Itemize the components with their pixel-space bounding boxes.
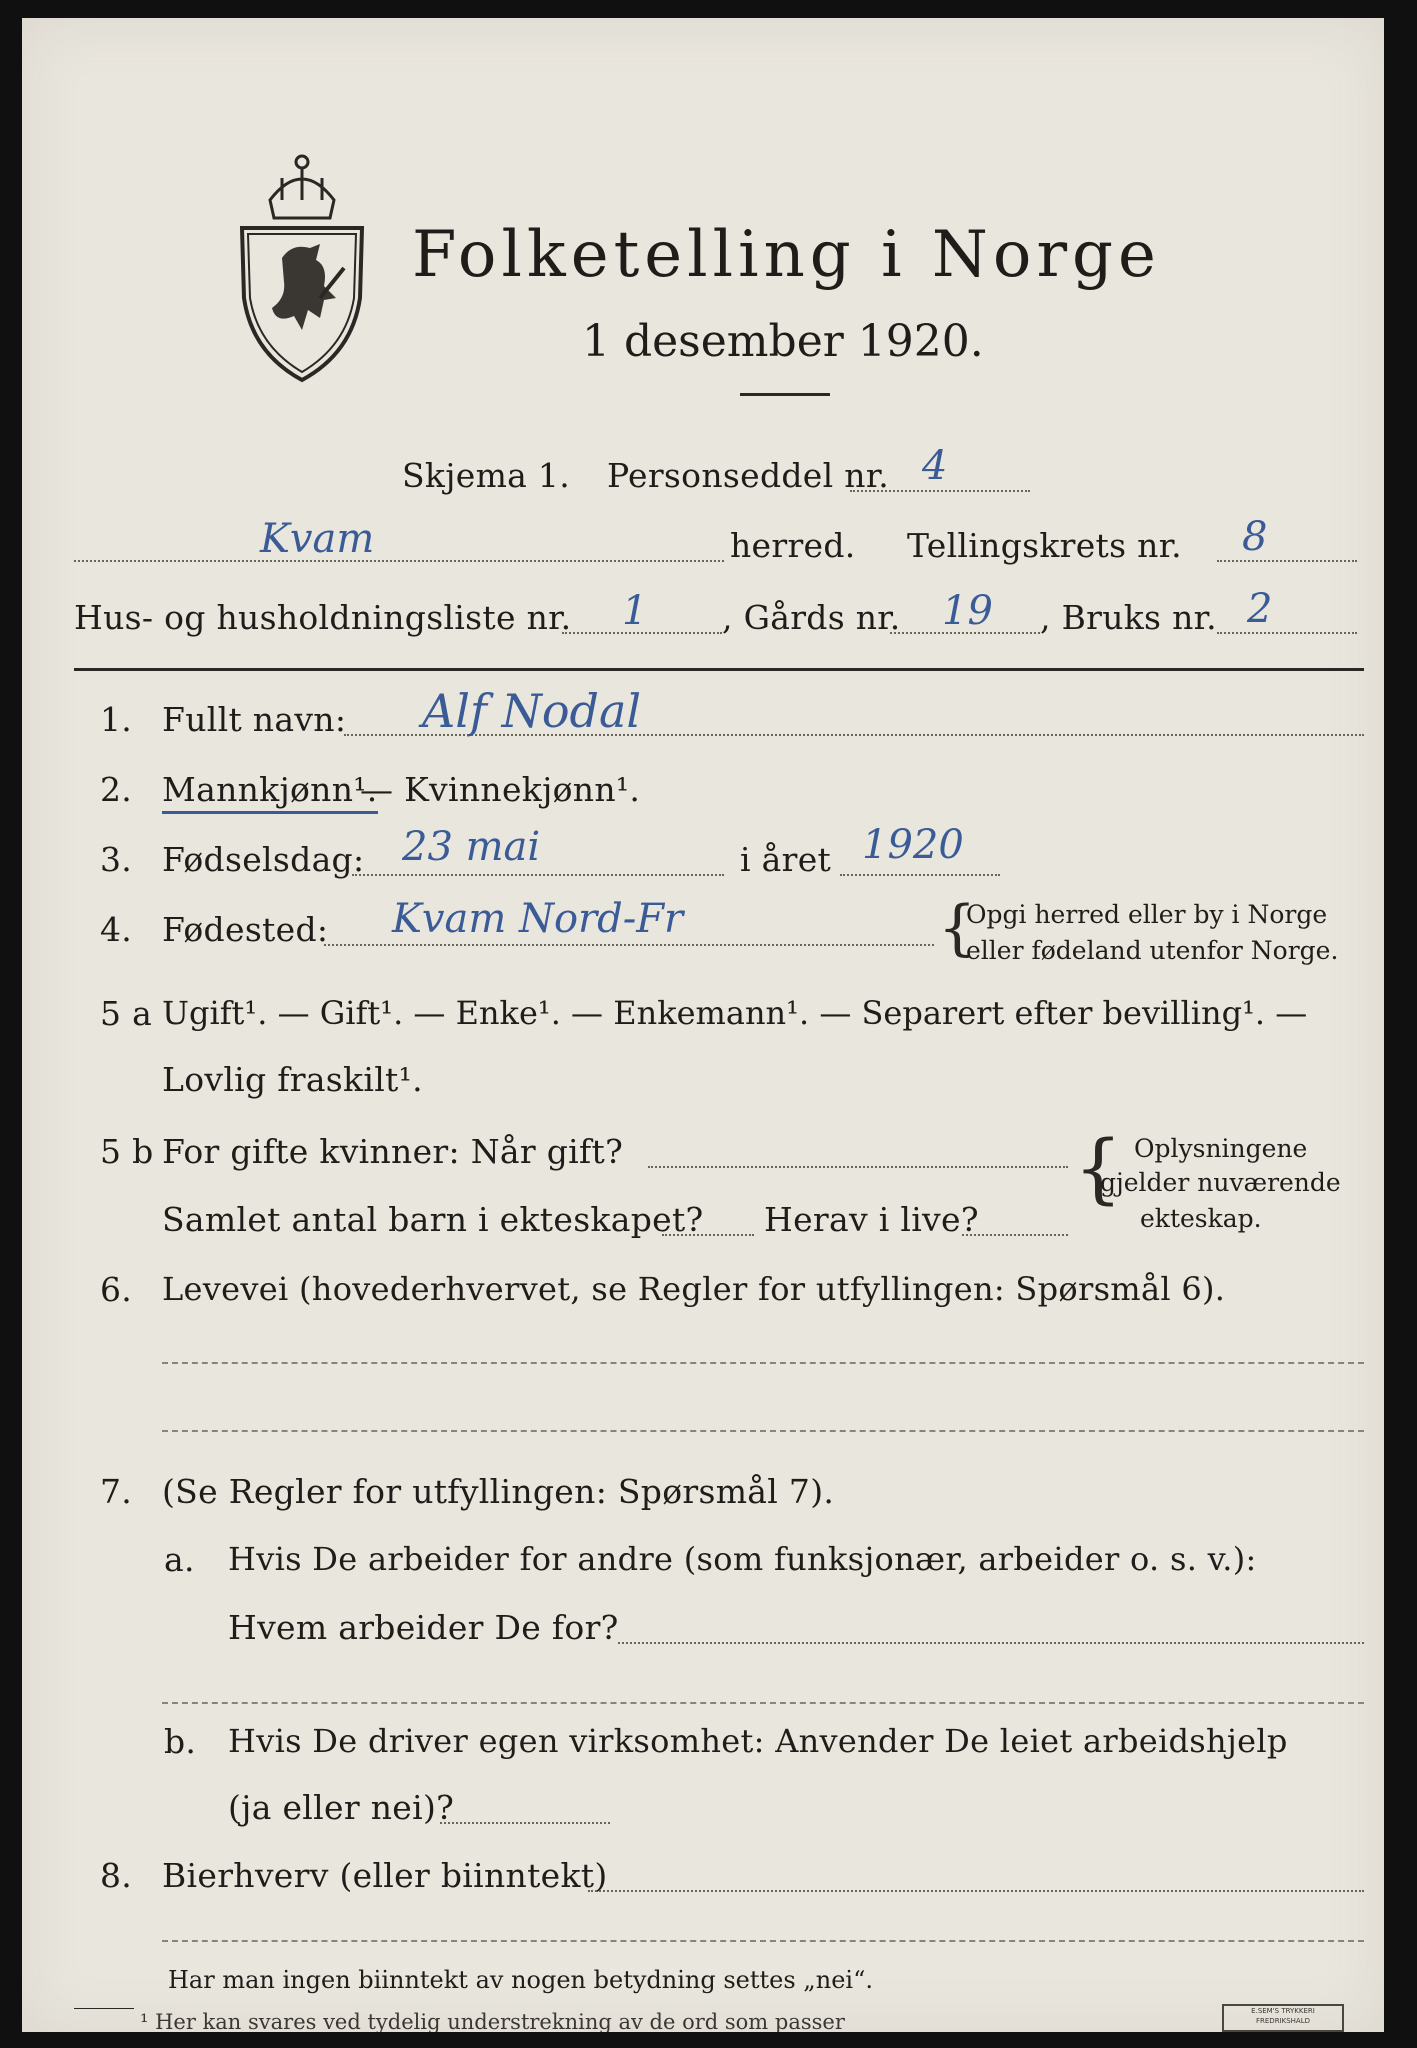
tellingskrets-value[interactable]: 8	[1242, 514, 1268, 560]
q5b-alive-label: Herav i live?	[764, 1200, 979, 1239]
norway-coat-of-arms-icon	[232, 148, 372, 388]
personseddel-field-line	[850, 490, 1030, 492]
form-title: Folketelling i Norge	[412, 218, 1161, 292]
q5b-note-line3: ekteskap.	[1140, 1204, 1262, 1233]
q5b-note-line1: Oplysningene	[1134, 1134, 1308, 1163]
bruks-label: , Bruks nr.	[1040, 598, 1217, 637]
occupation-field-line-1	[162, 1362, 1364, 1364]
gender-male-option[interactable]: Mannkjønn¹.	[162, 770, 378, 814]
marital-status-options[interactable]: Ugift¹. — Gift¹. — Enke¹. — Enkemann¹. — Separert efter bevilling¹. —	[162, 994, 1308, 1032]
marital-status-divorced-option[interactable]: Lovlig fraskilt¹.	[162, 1060, 423, 1099]
full-name-value[interactable]: Alf Nodal	[422, 684, 642, 738]
birthday-field-line	[352, 874, 724, 876]
hired-help-field-line	[440, 1822, 610, 1824]
q3-label: Fødselsdag:	[162, 840, 365, 879]
employer-field-line	[618, 1642, 1364, 1644]
footnote-rule	[74, 2008, 134, 2009]
q7b-hired-help-label: (ja eller nei)?	[228, 1788, 455, 1827]
census-date: 1 desember 1920.	[582, 316, 984, 367]
herred-field-line	[74, 560, 724, 562]
q7a-line1: Hvis De arbeider for andre (som funksjonær, arbeider o. s. v.):	[228, 1540, 1257, 1578]
birthplace-value[interactable]: Kvam Nord-Fr	[392, 896, 684, 942]
birthday-value[interactable]: 23 mai	[402, 824, 541, 870]
occupation-field-line-2	[162, 1430, 1364, 1432]
side-income-field-line	[588, 1890, 1364, 1892]
herred-value[interactable]: Kvam	[260, 516, 375, 562]
census-form	[22, 18, 1384, 2032]
printer-stamp-line2: FREDRIKSHALD	[1255, 2017, 1310, 2025]
alive-field-line	[962, 1234, 1068, 1236]
hus-label: Hus- og husholdningsliste nr.	[74, 598, 572, 637]
header-divider	[74, 668, 1364, 671]
q7b-line1: Hvis De driver egen virksomhet: Anvender De leiet arbeidshjelp	[228, 1722, 1288, 1760]
hus-value[interactable]: 1	[622, 588, 648, 634]
q7a-employer-label: Hvem arbeider De for?	[228, 1608, 619, 1647]
q5b-number: 5 b	[100, 1132, 154, 1171]
q5b-note-line2: gjelder nuværende	[1100, 1168, 1341, 1197]
q6-number: 6.	[100, 1270, 133, 1309]
q4-note-line2: eller fødeland utenfor Norge.	[966, 936, 1339, 965]
personseddel-value[interactable]: 4	[922, 443, 948, 489]
q2-number: 2.	[100, 770, 133, 809]
personseddel-label: Personseddel nr.	[607, 456, 890, 495]
q7b-letter: b.	[164, 1722, 197, 1761]
side-income-field-line-2	[162, 1940, 1364, 1942]
birth-year-value[interactable]: 1920	[862, 822, 964, 868]
employer-field-line-2	[162, 1702, 1364, 1704]
q4-label: Fødested:	[162, 910, 329, 949]
q8-number: 8.	[100, 1856, 133, 1895]
q5b-when-married-label: For gifte kvinner: Når gift?	[162, 1132, 624, 1171]
birthplace-field-line	[324, 944, 934, 946]
q3-number: 3.	[100, 840, 133, 879]
gender-female-option[interactable]: — Kvinnekjønn¹.	[360, 770, 641, 809]
gards-label: , Gårds nr.	[722, 598, 901, 637]
printer-stamp-line1: E.SEM'S TRYKKERI	[1251, 2007, 1315, 2015]
q5a-number: 5 a	[100, 994, 153, 1033]
schema-label: Skjema 1.	[402, 456, 571, 495]
tellingskrets-label: Tellingskrets nr.	[907, 526, 1182, 565]
gards-value[interactable]: 19	[942, 588, 993, 634]
q4-brace: {	[938, 893, 977, 963]
herred-label: herred.	[730, 526, 856, 565]
q5b-brace: {	[1074, 1123, 1123, 1212]
q7a-letter: a.	[164, 1540, 195, 1579]
q1-label: Fullt navn:	[162, 700, 347, 739]
q5b-children-label: Samlet antal barn i ekteskapet?	[162, 1200, 704, 1239]
footnote: ¹ Her kan svares ved tydelig understrekning av de ord som passer	[140, 2010, 845, 2032]
year-label: i året	[740, 840, 832, 879]
tellingskrets-field-line	[1217, 560, 1357, 562]
printer-stamp	[1222, 2004, 1344, 2032]
q1-number: 1.	[100, 700, 133, 739]
title-divider	[740, 393, 830, 396]
bruks-field-line	[1217, 632, 1357, 634]
footer-note: Har man ingen biinntekt av nogen betydning settes „nei“.	[168, 1966, 873, 1994]
q8-label: Bierhverv (eller biinntekt)	[162, 1856, 608, 1895]
q7-label: (Se Regler for utfyllingen: Spørsmål 7).	[162, 1472, 835, 1511]
q4-number: 4.	[100, 910, 133, 949]
bruks-value[interactable]: 2	[1247, 586, 1273, 632]
when-married-field-line	[648, 1166, 1068, 1168]
q4-note-line1: Opgi herred eller by i Norge	[966, 900, 1328, 929]
children-field-line	[662, 1234, 754, 1236]
q6-label: Levevei (hovederhvervet, se Regler for utfyllingen: Spørsmål 6).	[162, 1270, 1226, 1308]
birth-year-field-line	[840, 874, 1000, 876]
q7-number: 7.	[100, 1472, 133, 1511]
